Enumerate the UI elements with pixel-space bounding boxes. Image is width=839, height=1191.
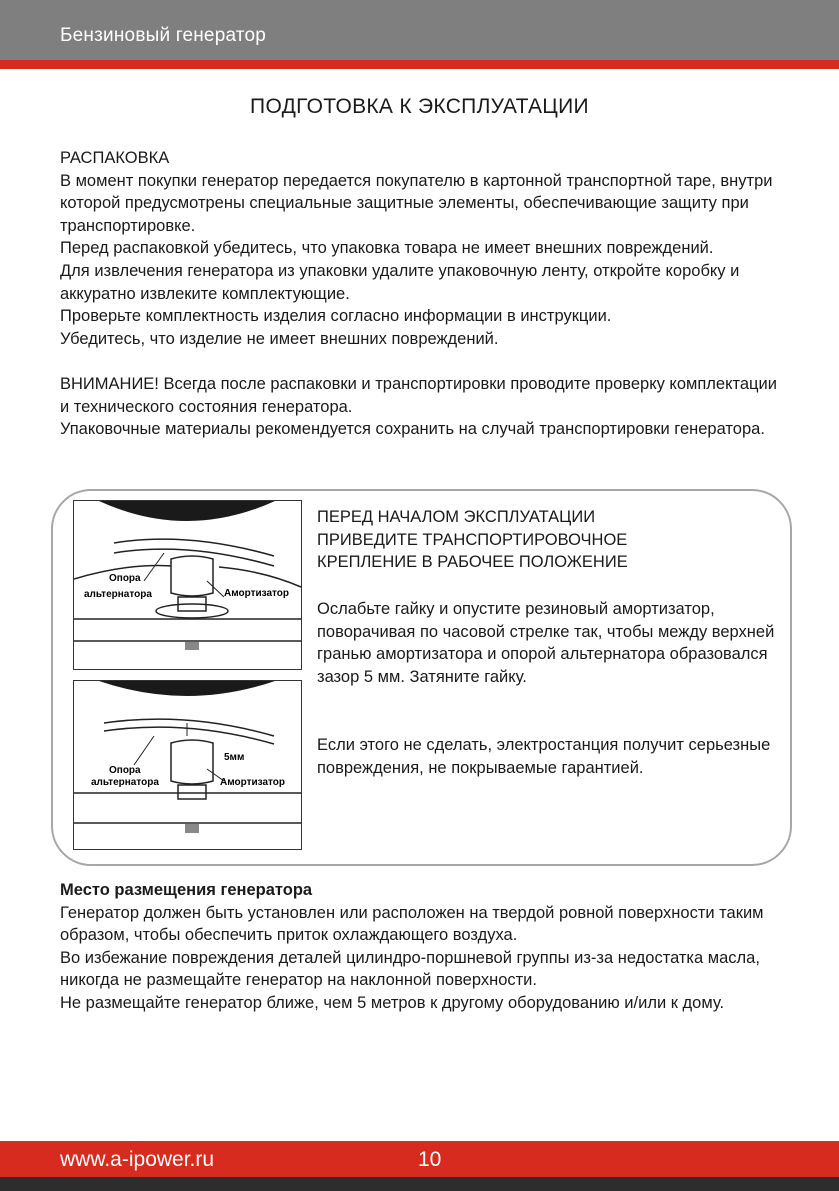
page-title: ПОДГОТОВКА К ЭКСПЛУАТАЦИИ — [250, 95, 589, 118]
unpacking-paragraph-2: Перед распаковкой убедитесь, что упаковка товара не имеет внешних повреждений. — [60, 239, 714, 258]
page-number: 10 — [418, 1148, 442, 1171]
placement-paragraph-1: Генератор должен быть установлен или расположен на твердой ровной поверхности таким образом, чтобы обеспечить приток охлаждающего воздуха. — [60, 903, 764, 945]
fig2-label-damper: Амортизатор — [220, 777, 285, 788]
fig1-label-support-1: Опора — [109, 573, 141, 584]
damper-transport-illustration — [74, 501, 301, 669]
spacer — [60, 350, 790, 373]
fig2-label-support-2: альтернатора — [91, 777, 159, 788]
warning-paragraph-1: ВНИМАНИЕ! Всегда после распаковки и транспортировки проводите проверку комплектации и технического состояния генератора. — [60, 374, 777, 416]
footer-website-link[interactable]: www.a-ipower.ru — [60, 1148, 215, 1171]
callout-heading-line-3: КРЕПЛЕНИЕ В РАБОЧЕЕ ПОЛОЖЕНИЕ — [317, 553, 628, 572]
callout-paragraph-2: Если этого не сделать, электростанция получит серьезные повреждения, не покрываемые гарантией. — [317, 736, 771, 777]
unpacking-heading: РАСПАКОВКА — [60, 149, 170, 167]
page-header — [0, 0, 839, 60]
unpacking-paragraph-5: Убедитесь, что изделие не имеет внешних повреждений. — [60, 329, 499, 348]
figure-damper-working — [73, 680, 302, 850]
damper-working-illustration — [74, 681, 301, 849]
fig1-label-support-2: альтернатора — [84, 589, 152, 600]
header-title: Бензиновый генератор — [60, 25, 267, 46]
placement-paragraph-3: Не размещайте генератор ближе, чем 5 метров к другому оборудованию и/или к дому. — [60, 993, 725, 1012]
fig2-label-gap: 5мм — [224, 752, 245, 763]
placement-section — [60, 879, 790, 1015]
callout-warning — [317, 734, 777, 779]
callout-paragraph-1: Ослабьте гайку и опустите резиновый амортизатор, поворачивая по часовой стрелке так, чтобы между верхней гранью амортизатора и опорой альтернатора образовался зазор 5 мм. Затяните гайку. — [317, 600, 775, 686]
placement-paragraph-2: Во избежание повреждения деталей цилиндро-поршневой группы из-за недостатка масла, никогда не размещайте генератор на наклонной поверхности. — [60, 948, 760, 990]
warning-paragraph-2: Упаковочные материалы рекомендуется сохранить на случай транспортировки генератора. — [60, 420, 765, 439]
unpacking-paragraph-4: Проверьте комплектность изделия согласно информации в инструкции. — [60, 307, 612, 326]
fig1-label-damper: Амортизатор — [224, 588, 289, 599]
callout-heading-line-2: ПРИВЕДИТЕ ТРАНСПОРТИРОВОЧНОЕ — [317, 530, 628, 549]
callout-heading-line-1: ПЕРЕД НАЧАЛОМ ЭКСПЛУАТАЦИИ — [317, 508, 596, 526]
unpacking-paragraph-1: В момент покупки генератор передается покупателю в картонной транспортной таре, внутри которой предусмотрены специальные защитные элементы, обеспечивающие защиту при транспортировке. — [60, 171, 773, 235]
footer-dark-stripe — [0, 1177, 839, 1191]
figure-damper-transport — [73, 500, 302, 670]
fig2-label-support-1: Опора — [109, 765, 141, 776]
unpacking-section — [60, 147, 790, 441]
header-accent-stripe — [0, 60, 839, 69]
callout-heading — [317, 506, 777, 574]
callout-instruction — [317, 598, 777, 688]
placement-heading: Место размещения генератора — [60, 881, 313, 899]
unpacking-paragraph-3: Для извлечения генератора из упаковки удалите упаковочную ленту, откройте коробку и аккуратно извлеките комплектующие. — [60, 261, 740, 303]
